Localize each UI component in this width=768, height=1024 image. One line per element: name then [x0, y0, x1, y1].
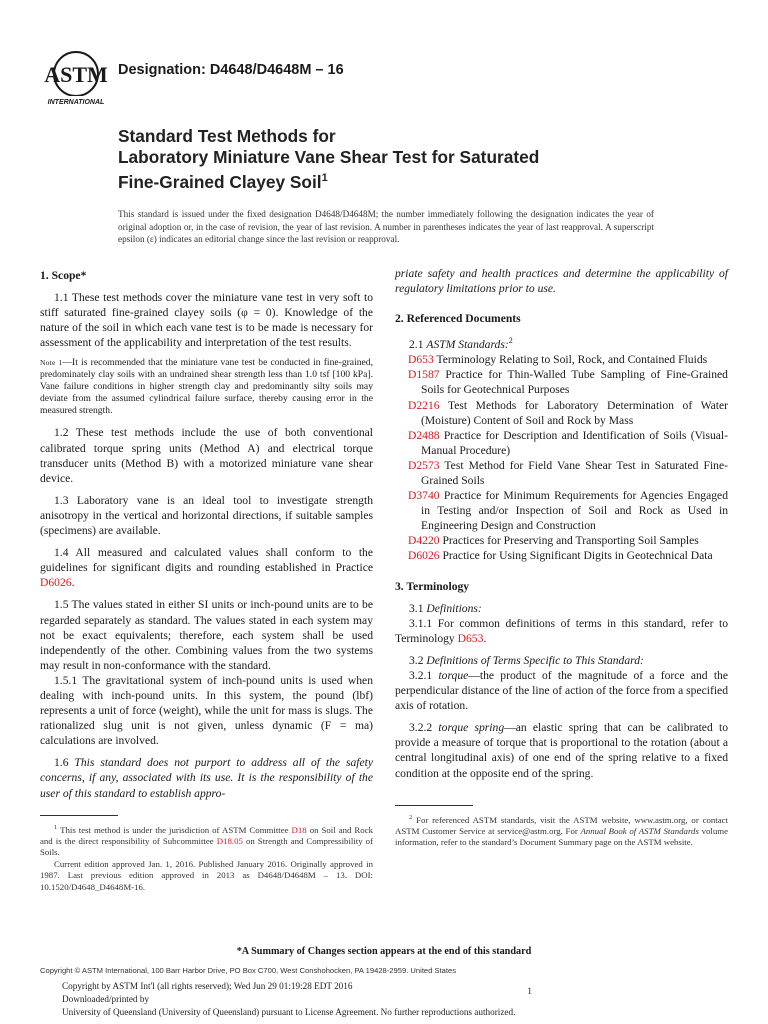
section-1-4: 1.4 All measured and calculated values shall conform to the guidelines for significant digits and rounding established in Practice D6026.	[40, 546, 373, 590]
note-label: Note 1	[40, 358, 63, 368]
section-1-1: 1.1 These test methods cover the miniature vane test in very soft to stiff saturated fine-grained clayey soils (φ = 0). Knowledge of the nature of the soil in which each vane test is to be made is necessary for assessment of the applicability and interpretation of the test results.	[40, 291, 373, 350]
download-line-2: Downloaded/printed by	[62, 994, 150, 1004]
document-title	[118, 126, 539, 193]
d18-05-link[interactable]: D18.05	[216, 835, 243, 846]
reference-code-link[interactable]: D3740	[408, 489, 440, 503]
svg-text:ASTM: ASTM	[44, 62, 108, 87]
preamble: This standard is issued under the fixed designation D4648/D4648M; the number immediately following the designation indicates the year of original adoption or, in the case of revision, the year of last revision. A number in parentheses indicates the year of last reapproval. A superscript epsilon (ε) indicates an editorial change since the last revision or reapproval.	[118, 209, 654, 244]
footnote-2: $^2$ For referenced ASTM standards, visit the ASTM website, www.astm.org, or contact ASTM Customer Service at service@astm.org. For Annual Book of ASTM Standards volume information, refer to the standard’s Document Summary page on the ASTM website.	[395, 813, 728, 848]
section-3-1-1: 3.1.1 For common definitions of terms in this standard, refer to Terminology D653.	[395, 616, 728, 645]
reference-item: D4220 Practices for Preserving and Transporting Soil Samples	[408, 534, 699, 548]
section-1-5-1: 1.5.1 The gravitational system of inch-pound units is used when dealing with inch-pound units. In this system, the pound (lbf) represents a unit of force (weight), while the unit for mass is slugs. The rationalized slug unit is not given, unless dynamic (F = ma) calculations are involved.	[40, 673, 373, 748]
reference-code-link[interactable]: D653	[408, 353, 434, 367]
left-column	[40, 268, 373, 893]
reference-code-link[interactable]: D2573	[408, 458, 440, 472]
section-3-2-2: 3.2.2 torque spring—an elastic spring that can be calibrated to provide a measure of torque that is proportional to the rotation (about a central longitudinal axis) of one end of the spring relative to a fixed condition at the opposite end of the spring.	[395, 721, 728, 780]
d653-link[interactable]: D653	[457, 631, 484, 645]
reference-item: D2488 Practice for Description and Identification of Soils (Visual-Manual Procedure)	[408, 428, 729, 457]
footnote-1-edition: Current edition approved Jan. 1, 2016. Published January 2016. Originally approved in 1987. Last previous edition approved in 2013 as D4648/D4648M – 13. DOI: 10.1520/D4648_D4648M-16.	[40, 858, 373, 892]
svg-text:INTERNATIONAL: INTERNATIONAL	[47, 99, 105, 106]
reference-code-link[interactable]: D2488	[408, 428, 440, 442]
section-1-5: 1.5 The values stated in either SI units or inch-pound units are to be regarded separately as standard. The values stated in each system may not be exact equivalents; therefore, each system shall be used independently of the other. Combining values from the two systems may result in non-conformance with the standard.	[40, 598, 373, 672]
reference-item: D2216 Test Methods for Laboratory Determination of Water (Moisture) Content of Soil and Rock by Mass	[408, 398, 728, 427]
page-number: 1	[527, 986, 532, 996]
reference-item: D3740 Practice for Minimum Requirements for Agencies Engaged in Testing and/or Inspection of Soil and Rock as Used in Engineering Design and Construction	[408, 489, 728, 533]
reference-item: D2573 Test Method for Field Vane Shear Test in Saturated Fine-Grained Soils	[408, 458, 728, 487]
designation: Designation: D4648/D4648M – 16	[118, 62, 344, 78]
download-line-3: University of Queensland (University of Queensland) pursuant to License Agreement. No further reproductions authorized.	[62, 1007, 516, 1017]
referenced-documents-heading: 2. Referenced Documents	[395, 312, 521, 326]
d6026-link[interactable]: D6026	[40, 576, 72, 590]
section-1-3: 1.3 Laboratory vane is an ideal tool to investigate strength anisotropy in the vertical and horizontal directions, if suitable samples (specimens) are available.	[40, 493, 373, 538]
astm-logo	[40, 46, 112, 108]
section-3-1: 3.1 Definitions:	[409, 601, 482, 615]
title-line-1: Standard Test Methods for	[118, 126, 336, 146]
reference-code-link[interactable]: D6026	[408, 549, 440, 563]
reference-item: D6026 Practice for Using Significant Digits in Geotechnical Data	[408, 549, 713, 563]
section-3-2-1: 3.2.1 torque—the product of the magnitude of a force and the perpendicular distance of the line of action of the force from a specified axis of rotation.	[395, 669, 728, 713]
section-1-2: 1.2 These test methods include the use of both conventional calibrated torque spring units (Method A) and electrical torque transducer units (Method B) with a motorized miniature vane shear device.	[40, 426, 373, 485]
section-1-6-continued: priate safety and health practices and determine the applicability of regulatory limitations prior to use.	[395, 267, 728, 296]
download-stamp	[62, 980, 515, 1019]
reference-code-link[interactable]: D1587	[408, 368, 440, 382]
summary-of-changes-note: *A Summary of Changes section appears at the end of this standard	[236, 946, 532, 957]
section-1-6: 1.6 This standard does not purport to address all of the safety concerns, if any, associated with its use. It is the responsibility of the user of this standard to establish appro-	[40, 756, 374, 800]
note-1: Note 1—It is recommended that the miniature vane test be conducted in fine-grained, predominately clay soils with an undrained shear strength less than 1.0 tsf [100 kPa]. Vane failure conditions in higher strength clay and predominantly silty soils may deviate from the assumed cylindrical failure surface, thereby causing error in the measured strength.	[40, 357, 373, 417]
reference-item: D1587 Practice for Thin-Walled Tube Sampling of Fine-Grained Soils for Geotechnical Purposes	[408, 368, 728, 397]
scope-heading: 1. Scope*	[40, 269, 87, 282]
title-line-3: Fine-Grained Clayey Soil$^1$	[118, 171, 328, 192]
reference-item: D653 Terminology Relating to Soil, Rock, and Contained Fluids	[408, 353, 708, 367]
title-footnote-mark: 1	[321, 172, 328, 184]
download-line-1: Copyright by ASTM Int'l (all rights reserved); Wed Jun 29 01:19:28 EDT 2016	[62, 981, 353, 991]
footnote-1: $^1$ This test method is under the jurisdiction of ASTM Committee D18 on Soil and Rock and is the direct responsibility of Subcommittee D18.05 on Strength and Compressibility of Soils.	[40, 823, 374, 858]
section-3-2: 3.2 Definitions of Terms Specific to This Standard:	[409, 653, 644, 667]
reference-code-link[interactable]: D2216	[408, 398, 440, 412]
title-line-2: Laboratory Miniature Vane Shear Test for Saturated	[118, 147, 540, 167]
astm-standards-label: 2.1 ASTM Standards:$^2$	[409, 336, 513, 352]
copyright-line: Copyright © ASTM International, 100 Barr Harbor Drive, PO Box C700, West Conshohocken, PA 19428-2959. United States	[40, 966, 457, 975]
terminology-heading: 3. Terminology	[395, 579, 470, 593]
right-column	[395, 266, 728, 849]
reference-code-link[interactable]: D4220	[408, 534, 440, 548]
d18-link[interactable]: D18	[291, 824, 307, 835]
